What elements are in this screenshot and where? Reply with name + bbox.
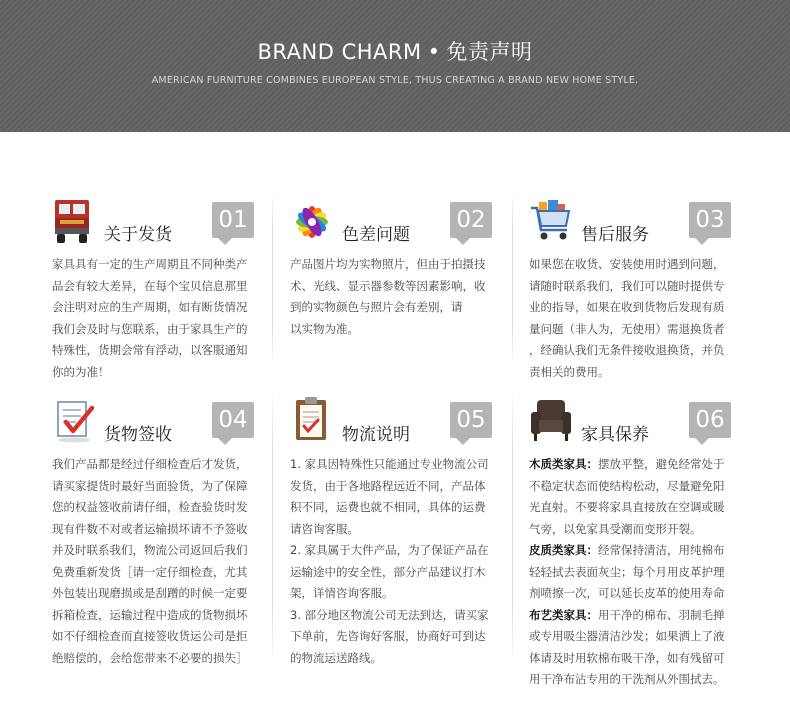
body-line: 气旁，以免家具受潮而变形开裂。 — [529, 521, 702, 536]
body-line: 产品图片均为实物照片，但由于拍摄技 — [290, 257, 486, 271]
body-line: 现有件数不对或者运输损坏请不予签收 — [52, 521, 248, 536]
section-title: 物流说明 — [342, 425, 410, 445]
body-line: 到的实物颜色与照片会有差别，请 — [290, 300, 463, 314]
body-line: 的物流运送路线。 — [290, 650, 382, 665]
body-line: 免费重新发货［请一定仔细检查，尤其 — [52, 564, 248, 579]
section-number-badge: 06 — [689, 402, 731, 438]
body-line: 责相关的费用。 — [529, 364, 610, 379]
section-body — [52, 454, 262, 669]
section-number-badge: 05 — [450, 402, 492, 438]
care-label-leather: 皮质类家具： — [529, 543, 598, 557]
body-line: 或专用吸尘器清洁沙发；如果洒上了液 — [529, 629, 725, 643]
body-line: 外包装出现磨损或是刮蹭的时候一定要 — [52, 586, 248, 600]
body-text: 用干净的棉布、羽制毛掸 — [598, 607, 725, 622]
body-line: 不稳定状态而使结构松动，尽量避免阳 — [529, 478, 725, 493]
body-text: 经常保持清洁，用纯棉布 — [598, 543, 725, 557]
body-line: 运输途中的安全性，部分产品建议打木 — [290, 564, 486, 579]
column-divider — [272, 390, 273, 665]
color-fan-icon — [290, 196, 334, 246]
column-divider — [512, 390, 513, 665]
body-line: 3. 部分地区物流公司无法到达，请买家 — [290, 607, 489, 622]
body-line: 以实物为准。 — [290, 321, 359, 336]
body-line: 发货，由于各地路程远近不同，产品体 — [290, 478, 486, 493]
body-text: 摆放平整，避免经常处于 — [598, 457, 725, 471]
body-line: ，经确认我们无条件接收退换货，并负 — [529, 343, 725, 357]
body-line: 体请及时用软棉布吸干净，如有残留可 — [529, 650, 725, 665]
section-title: 关于发货 — [104, 225, 172, 245]
body-line: 如果您在收货、安装使用时遇到问题， — [529, 257, 725, 271]
clipboard-icon — [290, 396, 334, 446]
care-label-fabric: 布艺类家具： — [529, 607, 598, 622]
body-line: 如不仔细检查而直接签收货运公司是拒 — [52, 629, 248, 643]
section-title: 色差问题 — [342, 225, 410, 245]
body-line: 轻轻拭去表面灰尘；每个月用皮革护理 — [529, 564, 725, 579]
body-line: 你的为准！ — [52, 364, 110, 379]
body-line: 请随时联系我们，我们可以随时提供专 — [529, 278, 725, 293]
checklist-icon — [52, 396, 96, 446]
section-number-badge: 01 — [212, 202, 254, 238]
section-body — [290, 254, 500, 340]
body-line: 您的权益签收前请仔细，检查验货时发 — [52, 500, 248, 514]
body-line — [529, 605, 739, 627]
body-line: 拆箱检查，运输过程中造成的货物损坏 — [52, 607, 248, 622]
body-line: 用干净布沾专用的干洗剂从外围拭去。 — [529, 672, 725, 686]
section-number-badge: 04 — [212, 402, 254, 438]
body-line: 业的指导，如果在收到货物后发现有质 — [529, 300, 725, 314]
column-divider — [512, 190, 513, 365]
armchair-icon — [529, 396, 573, 446]
header-title-en: BRAND CHARM — [257, 40, 422, 64]
body-line — [529, 540, 739, 562]
header-title — [0, 36, 790, 66]
section-body — [52, 254, 262, 383]
section-number-badge: 03 — [689, 202, 731, 238]
section-title: 货物签收 — [104, 425, 172, 445]
body-line: 并及时联系我们，物流公司返回后我们 — [52, 543, 248, 557]
body-line: 请买家提货时最好当面验货，为了保障 — [52, 478, 248, 493]
column-divider — [272, 190, 273, 365]
body-line: 术、光线、显示器参数等因素影响，收 — [290, 278, 486, 293]
body-line: 我们产品都是经过仔细检查后才发货， — [52, 457, 248, 471]
body-line: 会注明对应的生产周期，如有断货情况 — [52, 300, 248, 314]
header-subtitle: AMERICAN FURNITURE COMBINES EUROPEAN STYLE, THUS CREATING A BRAND NEW HOME STYLE. — [151, 75, 639, 86]
section-title: 售后服务 — [581, 225, 649, 245]
body-line: 1. 家具因特殊性只能通过专业物流公司 — [290, 457, 489, 471]
section-body — [529, 454, 739, 691]
body-line — [529, 454, 739, 476]
body-line: 量问题（非人为，无使用）需退换货者 — [529, 321, 725, 336]
body-line: 家具具有一定的生产周期且不同种类产 — [52, 257, 248, 271]
body-line: 下单前，先咨询好客服，协商好可到达 — [290, 629, 486, 643]
header-title-cn: 免责声明 — [446, 40, 533, 64]
care-label-wood: 木质类家具： — [529, 457, 598, 471]
delivery-truck-icon — [52, 196, 96, 246]
body-line: 积不同，运费也就不相同，具体的运费 — [290, 500, 486, 514]
body-line: 光直射。不要将家具直接放在空调或暖 — [529, 500, 725, 514]
header-title-separator: • — [427, 40, 441, 64]
body-line: 剂喷擦一次，可以延长皮革的使用寿命 — [529, 586, 725, 600]
section-title: 家具保养 — [581, 425, 649, 445]
body-line: 品会有较大差异，在每个宝贝信息那里 — [52, 278, 248, 293]
section-body — [529, 254, 739, 383]
body-line: 特殊性，货期会常有浮动，以客服通知 — [52, 343, 248, 357]
body-line: 绝赔偿的，会给您带来不必要的损失］ — [52, 650, 248, 665]
body-line: 请咨询客服。 — [290, 521, 359, 536]
body-line: 2. 家具属于大件产品，为了保证产品在 — [290, 543, 489, 557]
body-line: 架，详情咨询客服。 — [290, 586, 394, 600]
section-number-badge: 02 — [450, 202, 492, 238]
shopping-cart-icon — [529, 196, 573, 246]
header-banner — [0, 0, 790, 132]
body-line: 我们会及时与您联系，由于家具生产的 — [52, 321, 248, 336]
section-body — [290, 454, 500, 669]
